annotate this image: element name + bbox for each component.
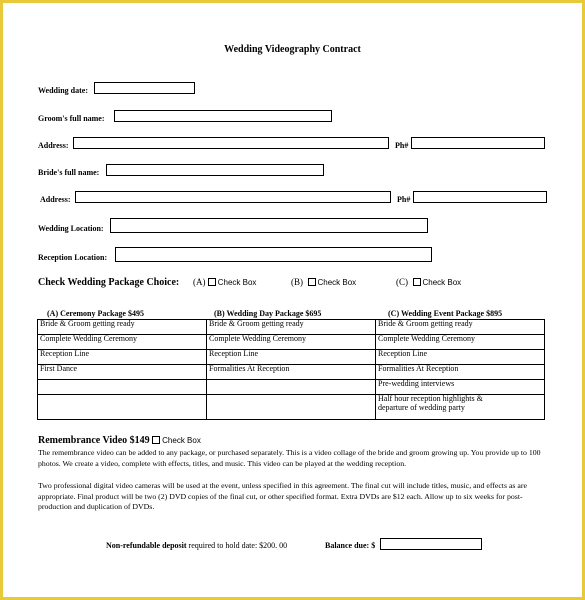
remembrance-title: [38, 435, 201, 446]
bride-phone-label: Ph#: [397, 195, 411, 204]
package-option-b[interactable]: [291, 277, 356, 287]
table-cell: Bride & Groom getting ready: [207, 320, 376, 335]
table-cell: Reception Line: [376, 350, 545, 365]
video-terms: Two professional digital video cameras will be used at the event, unless specified in this agreement. The final cut will include titles, music, and effects as are appropriate. Final product will be two (2) DVD copies of the final cut, or other specified format. Extra DVDs are $12 each. Allow up to six weeks for post-production and duplication of DVDs.: [38, 481, 527, 511]
wedding-date-field[interactable]: [94, 82, 195, 94]
groom-address-field[interactable]: [73, 137, 389, 149]
checkbox[interactable]: [208, 278, 216, 286]
balance-field[interactable]: [380, 538, 482, 550]
table-cell: Formalities At Reception: [207, 365, 376, 380]
checkbox[interactable]: [308, 278, 316, 286]
groom-address-label: Address:: [38, 141, 69, 150]
bride-name-field[interactable]: [106, 164, 324, 176]
table-row: [38, 395, 545, 420]
bride-address-label: Address:: [40, 195, 71, 204]
package-option-a[interactable]: [193, 277, 256, 287]
table-row: [38, 365, 545, 380]
table-cell: Bride & Groom getting ready: [376, 320, 545, 335]
bride-address-field[interactable]: [75, 191, 391, 203]
reception-location-field[interactable]: [115, 247, 432, 262]
checkbox-label: Check Box: [317, 278, 357, 287]
wedding-date-label: Wedding date:: [38, 86, 89, 95]
checkbox-label: Check Box: [217, 278, 257, 287]
table-row: [38, 320, 545, 335]
package-table: [37, 319, 545, 420]
checkbox[interactable]: [152, 436, 160, 444]
deposit-rest: required to hold date: $200. 00: [186, 541, 288, 550]
package-choice-label: Check Wedding Package Choice:: [38, 277, 180, 288]
table-cell: Formalities At Reception: [376, 365, 545, 380]
reception-location-label: Reception Location:: [38, 253, 108, 262]
wedding-location-field[interactable]: [110, 218, 428, 233]
column-header-c: (C) Wedding Event Package $895: [388, 309, 503, 318]
option-letter: (A): [193, 277, 206, 287]
bride-name-label: Bride's full name:: [38, 168, 100, 177]
bride-phone-field[interactable]: [413, 191, 547, 203]
table-row: [38, 335, 545, 350]
groom-name-field[interactable]: [114, 110, 332, 122]
table-cell: First Dance: [38, 365, 207, 380]
table-cell: Half hour reception highlights & departure of wedding party: [376, 395, 545, 420]
remembrance-title-text: Remembrance Video $149: [38, 435, 150, 446]
table-cell: [38, 395, 207, 420]
groom-phone-field[interactable]: [411, 137, 545, 149]
document-title: Wedding Videography Contract: [224, 44, 361, 55]
column-header-b: (B) Wedding Day Package $695: [214, 309, 322, 318]
table-row: [38, 380, 545, 395]
groom-name-label: Groom's full name:: [38, 114, 105, 123]
checkbox-label: Check Box: [162, 436, 201, 445]
option-letter: (B): [291, 277, 303, 287]
deposit-line: [106, 541, 287, 550]
table-cell: [207, 395, 376, 420]
checkbox[interactable]: [413, 278, 421, 286]
table-cell: Reception Line: [207, 350, 376, 365]
table-cell: [38, 380, 207, 395]
option-letter: (C): [396, 277, 408, 287]
table-row: [38, 350, 545, 365]
table-cell: Pre-wedding interviews: [376, 380, 545, 395]
table-cell: Complete Wedding Ceremony: [38, 335, 207, 350]
table-cell: Reception Line: [38, 350, 207, 365]
table-cell: [207, 380, 376, 395]
remembrance-option[interactable]: [152, 435, 201, 446]
checkbox-label: Check Box: [422, 278, 462, 287]
table-cell: Complete Wedding Ceremony: [207, 335, 376, 350]
table-cell: Bride & Groom getting ready: [38, 320, 207, 335]
balance-label: Balance due: $: [325, 541, 376, 550]
groom-phone-label: Ph#: [395, 141, 409, 150]
wedding-location-label: Wedding Location:: [38, 224, 104, 233]
column-header-a: (A) Ceremony Package $495: [47, 309, 144, 318]
deposit-bold: Non-refundable deposit: [106, 541, 187, 550]
remembrance-description: The remembrance video can be added to any package, or purchased separately. This is a video collage of the bride and groom growing up. You provide up to 100 photos. We create a video, complete with effects, titles, and music. This video can be played at the wedding reception.: [38, 448, 541, 468]
package-option-c[interactable]: [396, 277, 461, 287]
table-cell: Complete Wedding Ceremony: [376, 335, 545, 350]
